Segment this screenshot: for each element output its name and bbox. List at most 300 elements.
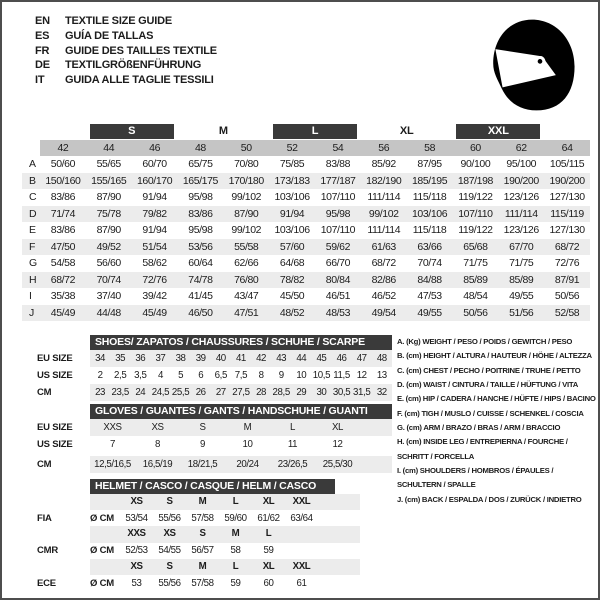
- row-filler: [318, 526, 360, 542]
- legend-line: SCHRITT / FORCELLA: [397, 451, 475, 461]
- size-value: 103/106: [411, 207, 448, 220]
- shoes-value: 45: [311, 350, 331, 367]
- size-value: 103/106: [274, 191, 310, 204]
- size-value: 78/82: [279, 273, 305, 286]
- unit-spacer: [90, 559, 120, 575]
- helmet-value: 59: [230, 577, 241, 589]
- size-table-row: [22, 173, 590, 190]
- gloves-value: M: [225, 419, 270, 436]
- size-value: 107/110: [320, 191, 356, 204]
- shoes-value: 7,5: [234, 370, 248, 381]
- gloves-table: [37, 404, 397, 473]
- size-value: 46/50: [188, 306, 213, 319]
- size-value: 43/47: [234, 290, 259, 303]
- shoes-value: 2: [97, 370, 103, 381]
- size-value: 87/90: [234, 207, 259, 220]
- helmet-size: S: [153, 494, 186, 510]
- shoes-value: 29: [291, 384, 311, 401]
- helmet-size: [285, 526, 318, 542]
- size-value: 111/114: [504, 207, 538, 220]
- helmet-size: XXS: [120, 526, 153, 542]
- row-letter: A: [29, 158, 36, 171]
- size-value: 75/85: [279, 158, 305, 171]
- size-value: 87/95: [417, 158, 442, 171]
- size-value: 83/86: [50, 191, 76, 204]
- shoes-value: 6: [198, 370, 204, 381]
- gloves-value: 8: [155, 439, 160, 450]
- size-value: 123/126: [503, 224, 539, 237]
- gloves-table-row: [37, 456, 397, 473]
- size-value: 79/82: [142, 207, 167, 220]
- size-group-m: M: [218, 125, 228, 137]
- size-value: 107/110: [320, 224, 356, 237]
- row-label: CM: [37, 387, 52, 398]
- size-value: 68/72: [554, 240, 580, 253]
- size-value: 90/100: [460, 158, 491, 171]
- size-value: 115/118: [412, 191, 447, 204]
- gloves-value: 10: [242, 439, 253, 450]
- size-value: 99/102: [368, 207, 399, 220]
- gloves-value: 7: [110, 439, 115, 450]
- helmet-size: L: [219, 494, 252, 510]
- size-value: 62/66: [234, 257, 259, 270]
- language-title: TEXTILE SIZE GUIDE: [65, 15, 173, 27]
- size-number: 42: [40, 140, 86, 156]
- size-value: 51/54: [142, 240, 167, 253]
- helmet-table: [37, 479, 397, 591]
- size-value: 83/88: [325, 158, 351, 171]
- size-value: 91/94: [142, 224, 167, 237]
- legend-line: E. (cm) HIP / CADERA / HANCHE / HÜFTE / HIPS / BACINO: [397, 394, 596, 404]
- shoes-table-row: [37, 350, 397, 367]
- shoes-value: 37: [150, 350, 170, 367]
- gloves-value: L: [270, 419, 315, 436]
- helmet-size: XS: [120, 559, 153, 575]
- gloves-value: 12,5/16,5: [90, 456, 135, 473]
- shoes-value: 30: [311, 384, 331, 401]
- size-table-body: [22, 156, 590, 321]
- size-value: 74/78: [188, 273, 213, 286]
- language-row: [35, 44, 217, 59]
- shoes-value: 13: [376, 370, 387, 381]
- size-value: 111/114: [367, 191, 401, 204]
- legend-line: A. (Kg) WEIGHT / PESO / POIDS / GEWITCH / PESO: [397, 337, 573, 346]
- size-value: 71/75: [463, 257, 488, 270]
- language-title: GUIDA ALLE TAGLIE TESSILI: [65, 74, 214, 87]
- size-value: 39/42: [142, 290, 167, 303]
- helmet-size: XL: [252, 494, 285, 510]
- size-value: 190/200: [503, 174, 539, 187]
- row-label: ECE: [37, 577, 56, 589]
- size-group-xl: XL: [399, 125, 414, 137]
- size-value: 185/195: [411, 174, 448, 187]
- legend-line: H. (cm) INSIDE LEG / ENTREPIERNA / FOURCHE /: [397, 437, 568, 447]
- size-number: 64: [544, 140, 590, 156]
- size-value: 63/66: [417, 240, 442, 253]
- gloves-value: 9: [200, 439, 205, 450]
- size-value: 173/183: [274, 174, 310, 187]
- size-value: 58/62: [142, 257, 167, 270]
- legend-line: G. (cm) ARM / BRAZO / BRAS / ARM / BRACCIO: [397, 423, 561, 433]
- size-value: 49/55: [417, 306, 442, 319]
- size-value: 47/51: [234, 306, 259, 319]
- gloves-value: 20/24: [225, 456, 270, 473]
- size-value: 45/49: [50, 306, 76, 319]
- shoes-value: 9: [278, 370, 284, 381]
- size-value: 95/98: [188, 191, 213, 204]
- size-value: 127/130: [549, 224, 585, 237]
- helmet-size: S: [153, 559, 186, 575]
- shoes-value: 10,5: [312, 370, 331, 381]
- gloves-value: XXS: [90, 419, 135, 436]
- language-row: [35, 58, 217, 73]
- shoes-table-title: SHOES/ ZAPATOS / CHAUSSURES / SCHUHE / SCARPE: [90, 335, 392, 350]
- helmet-size: XXL: [285, 559, 318, 575]
- size-value: 72/76: [554, 257, 580, 270]
- helmet-value-row: [37, 575, 397, 591]
- gloves-table-title: GLOVES / GUANTES / GANTS / HANDSCHUHE / GUANTI: [90, 404, 392, 419]
- size-value: 50/56: [554, 290, 580, 303]
- size-value: 55/65: [96, 158, 121, 171]
- helmet-size: L: [252, 526, 285, 542]
- size-value: 115/119: [550, 207, 584, 220]
- size-value: 177/187: [320, 174, 356, 187]
- shoes-table-body: [37, 350, 397, 401]
- size-value: 64/68: [279, 257, 305, 270]
- helmet-value: 54/55: [158, 545, 181, 557]
- size-value: 52/58: [554, 306, 580, 319]
- size-value: 70/74: [96, 273, 121, 286]
- size-value: 187/198: [457, 174, 493, 187]
- helmet-value: 53/54: [125, 512, 148, 524]
- diameter-unit: Ø CM: [90, 577, 115, 589]
- row-filler: [360, 456, 392, 473]
- legend-line: SCHULTERN / SPALLE: [397, 480, 476, 490]
- language-row: [35, 14, 217, 29]
- size-table-row: [22, 239, 590, 256]
- helmet-value-row: [37, 510, 397, 526]
- helmet-value: 56/57: [191, 545, 214, 557]
- size-number: 50: [223, 140, 269, 156]
- legend-line: J. (cm) BACK / ESPALDA / DOS / ZURÜCK / INDIETRO: [397, 494, 582, 504]
- size-value: 35/38: [50, 290, 76, 303]
- row-letter: D: [29, 207, 37, 220]
- size-value: 59/62: [325, 240, 351, 253]
- row-label: CMR: [37, 545, 59, 557]
- gloves-value: 25,5/30: [315, 456, 360, 473]
- helmet-value: 57/58: [191, 577, 214, 589]
- gloves-value: XL: [315, 419, 360, 436]
- shoes-value: 23,5: [110, 384, 130, 401]
- size-value: 41/45: [188, 290, 213, 303]
- gloves-table-row: [37, 419, 397, 436]
- size-value: 48/52: [279, 306, 305, 319]
- size-value: 127/130: [549, 191, 585, 204]
- size-value: 95/98: [325, 207, 351, 220]
- size-value: 170/180: [228, 174, 264, 187]
- language-title: GUÍA DE TALLAS: [65, 29, 154, 42]
- size-number: 60: [452, 140, 498, 156]
- size-value: 83/86: [188, 207, 213, 220]
- shoes-value: 5: [178, 370, 184, 381]
- helmet-value: 60: [263, 577, 274, 589]
- language-row: [35, 73, 217, 88]
- size-value: 123/126: [503, 191, 539, 204]
- size-value: 83/86: [50, 224, 76, 237]
- shoes-value: 35: [110, 350, 130, 367]
- shoes-value: 30,5: [332, 384, 352, 401]
- size-table-row: [22, 156, 590, 173]
- size-value: 160/170: [136, 174, 173, 187]
- row-label: FIA: [37, 512, 52, 524]
- shoes-value: 46: [332, 350, 352, 367]
- size-number: 48: [177, 140, 223, 156]
- size-value: 99/102: [231, 224, 262, 237]
- gloves-value: 11: [287, 439, 298, 450]
- size-value: 87/90: [96, 224, 121, 237]
- shoes-value: 24,5: [150, 384, 170, 401]
- size-number-row: [22, 140, 590, 156]
- size-value: 60/70: [142, 158, 167, 171]
- unit-spacer: [90, 526, 120, 542]
- helmet-value: 55/56: [158, 512, 181, 524]
- size-value: 49/52: [96, 240, 121, 253]
- size-value: 99/102: [231, 191, 262, 204]
- language-row: [35, 29, 217, 44]
- gloves-table-row: [37, 436, 397, 453]
- shoes-value: 2,5: [114, 370, 127, 381]
- helmet-size: XL: [252, 559, 285, 575]
- shoes-value: 39: [191, 350, 211, 367]
- garment-size-table: [22, 124, 590, 321]
- size-value: 85/89: [509, 273, 534, 286]
- size-value: 54/58: [50, 257, 76, 270]
- gloves-value: 18/21,5: [180, 456, 225, 473]
- shoes-table-row: [37, 367, 397, 384]
- size-value: 85/92: [371, 158, 396, 171]
- size-value: 60/64: [188, 257, 213, 270]
- helmet-size-header-row: [37, 559, 397, 575]
- size-value: 107/110: [458, 207, 493, 220]
- shoes-value: 28,5: [271, 384, 291, 401]
- helmet-size-header-row: [37, 526, 397, 542]
- shoes-value: 8: [258, 370, 264, 381]
- language-title: TEXTILGRÖßENFÜHRUNG: [65, 59, 202, 72]
- size-value: 95/98: [188, 224, 213, 237]
- shoes-value: 27: [211, 384, 231, 401]
- size-table-row: [22, 288, 590, 305]
- size-value: 190/200: [549, 174, 585, 187]
- size-value: 53/56: [188, 240, 213, 253]
- size-value: 49/54: [371, 306, 396, 319]
- helmet-size: M: [219, 526, 252, 542]
- shoes-value: 26: [191, 384, 211, 401]
- helmet-size: M: [186, 559, 219, 575]
- size-value: 103/106: [274, 224, 310, 237]
- legend-line: F. (cm) TIGH / MUSLO / CUISSE / SCHENKEL / COSCIA: [397, 408, 584, 418]
- size-value: 84/88: [417, 273, 442, 286]
- size-value: 46/52: [371, 290, 396, 303]
- shoes-value: 38: [171, 350, 191, 367]
- size-group-xxl: XXL: [456, 124, 540, 139]
- legend-line: C. (cm) CHEST / PECHO / POITRINE / TRUHE / PETTO: [397, 365, 581, 375]
- shoes-table-row: [37, 384, 397, 401]
- size-value: 119/122: [458, 191, 493, 204]
- diameter-unit: Ø CM: [90, 512, 115, 524]
- row-label: CM: [37, 459, 52, 470]
- language-code: IT: [35, 74, 45, 87]
- row-letter: J: [29, 306, 34, 319]
- size-table-row: [22, 206, 590, 223]
- shoes-value: 36: [130, 350, 150, 367]
- shoes-value: 25,5: [171, 384, 191, 401]
- shoes-value: 34: [90, 350, 110, 367]
- size-value: 45/50: [279, 290, 305, 303]
- row-label: US SIZE: [37, 439, 73, 450]
- size-value: 87/91: [554, 273, 580, 286]
- size-value: 91/94: [279, 207, 305, 220]
- language-code: EN: [35, 15, 50, 27]
- helmet-value: 61: [296, 577, 307, 589]
- size-number: 54: [315, 140, 361, 156]
- helmet-value: 63/64: [290, 512, 313, 524]
- size-value: 71/74: [50, 207, 76, 220]
- shoes-value: 48: [372, 350, 392, 367]
- row-letter: C: [29, 191, 37, 204]
- helmet-value: 53: [131, 577, 142, 589]
- size-value: 71/75: [509, 257, 534, 270]
- size-value: 65/75: [188, 158, 213, 171]
- size-value: 68/72: [371, 257, 396, 270]
- helmet-table-title: HELMET / CASCO / CASQUE / HELM / CASCO: [90, 479, 335, 494]
- shoes-value: 42: [251, 350, 271, 367]
- size-value: 91/94: [142, 191, 167, 204]
- shoes-value: 12: [356, 370, 367, 381]
- shoes-value: 11,5: [333, 370, 350, 381]
- size-table-row: [22, 255, 590, 272]
- size-value: 182/190: [366, 174, 402, 187]
- size-table-row: [22, 272, 590, 289]
- size-group-s: S: [90, 124, 174, 139]
- size-value: 82/86: [371, 273, 396, 286]
- gloves-value: 12: [332, 439, 343, 450]
- size-value: 76/80: [234, 273, 259, 286]
- size-value: 45/49: [142, 306, 167, 319]
- shoes-table: [37, 335, 397, 401]
- helmet-value-row: [37, 543, 397, 559]
- size-value: 105/115: [549, 158, 585, 171]
- helmet-value: 55/56: [158, 577, 181, 589]
- size-value: 61/63: [371, 240, 396, 253]
- row-letter: B: [29, 174, 36, 187]
- row-letter: H: [29, 273, 37, 286]
- shoes-value: 4: [157, 370, 163, 381]
- size-value: 165/175: [182, 174, 218, 187]
- helmet-size-header-row: [37, 494, 397, 510]
- shoes-value: 43: [271, 350, 291, 367]
- size-number: 44: [86, 140, 132, 156]
- size-value: 44/48: [96, 306, 121, 319]
- helmet-icon: [486, 18, 576, 112]
- size-value: 80/84: [325, 273, 351, 286]
- language-titles: [35, 14, 217, 88]
- gloves-table-body: [37, 419, 397, 473]
- size-group-l: L: [273, 124, 357, 139]
- legend-line: D. (cm) WAIST / CINTURA / TAILLE / HÜFTUNG / VITA: [397, 380, 579, 390]
- language-code: FR: [35, 44, 50, 57]
- size-value: 75/78: [96, 207, 121, 220]
- row-filler: [360, 419, 392, 436]
- size-value: 56/60: [96, 257, 121, 270]
- row-filler: [318, 494, 360, 510]
- size-value: 57/60: [279, 240, 305, 253]
- size-value: 48/54: [463, 290, 488, 303]
- shoes-value: 28: [251, 384, 271, 401]
- row-letter: G: [29, 257, 37, 270]
- gloves-value: S: [180, 419, 225, 436]
- size-value: 85/89: [463, 273, 488, 286]
- helmet-value: 58: [230, 545, 241, 557]
- size-number: 62: [498, 140, 544, 156]
- shoes-value: 41: [231, 350, 251, 367]
- shoes-value: 32: [372, 384, 392, 401]
- gloves-value: 23/26,5: [270, 456, 315, 473]
- size-number: 56: [361, 140, 407, 156]
- size-value: 70/74: [417, 257, 442, 270]
- language-code: ES: [35, 29, 50, 42]
- language-code: DE: [35, 59, 50, 72]
- row-letter: E: [29, 224, 36, 237]
- size-value: 95/100: [506, 158, 537, 171]
- size-number: 52: [269, 140, 315, 156]
- helmet-size: M: [186, 494, 219, 510]
- helmet-value: 57/58: [191, 512, 214, 524]
- shoes-value: 47: [352, 350, 372, 367]
- shoes-value: 23: [90, 384, 110, 401]
- helmet-size: XS: [153, 526, 186, 542]
- size-table-row: [22, 189, 590, 206]
- row-filler: [318, 559, 360, 575]
- size-value: 115/118: [412, 224, 447, 237]
- row-label: US SIZE: [37, 370, 73, 381]
- size-value: 55/58: [234, 240, 259, 253]
- helmet-size: XXL: [285, 494, 318, 510]
- size-value: 66/70: [325, 257, 351, 270]
- size-value: 50/60: [50, 158, 76, 171]
- size-number: 58: [407, 140, 453, 156]
- size-table-row: [22, 305, 590, 322]
- size-value: 37/40: [96, 290, 121, 303]
- size-table-row: [22, 222, 590, 239]
- helmet-value: 61/62: [257, 512, 280, 524]
- size-value: 119/122: [458, 224, 493, 237]
- size-value: 72/76: [142, 273, 167, 286]
- size-group-header: [22, 124, 590, 139]
- shoes-value: 44: [291, 350, 311, 367]
- helmet-size: XS: [120, 494, 153, 510]
- measurement-legend: [397, 335, 597, 507]
- size-value: 155/165: [91, 174, 127, 187]
- legend-line: I. (cm) SHOULDERS / HOMBROS / ÉPAULES /: [397, 466, 554, 476]
- legend-line: B. (cm) HEIGHT / ALTURA / HAUTEUR / HÖHE / ALTEZZA: [397, 351, 592, 361]
- gloves-value: XS: [135, 419, 180, 436]
- size-value: 51/56: [509, 306, 534, 319]
- size-number: 46: [132, 140, 178, 156]
- size-value: 47/53: [417, 290, 442, 303]
- shoes-value: 27,5: [231, 384, 251, 401]
- language-title: GUIDE DES TAILLES TEXTILE: [65, 44, 217, 57]
- unit-spacer: [90, 494, 120, 510]
